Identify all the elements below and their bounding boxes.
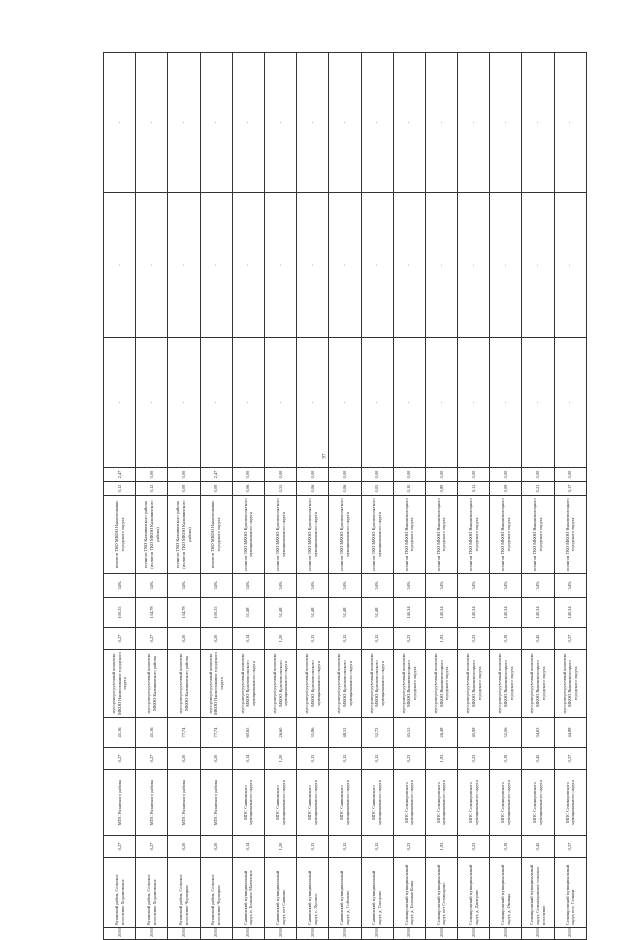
- cell-owner: МПС Селиваровского муниципального округа: [490, 770, 522, 836]
- cell-dist1: 0,06: [297, 482, 329, 496]
- cell-facility: мусороперегрузочный комплекс МКОО Наименование городского округа: [200, 650, 232, 718]
- cell-c1: -: [393, 193, 425, 338]
- cell-facility: мусороперегрузочный комплекс МКОО Краснопольского муниципального округа: [232, 650, 264, 718]
- cell-owner: МПС Селиваровского муниципального округа: [393, 770, 425, 836]
- cell-volume: 40,98: [458, 718, 490, 748]
- cell-year: 2030: [136, 928, 168, 940]
- cell-capacity: 140,34: [554, 598, 586, 628]
- cell-c2: -: [297, 53, 329, 193]
- cell-share: 54%: [232, 574, 264, 598]
- table-row: [264, 53, 296, 940]
- cell-location: Рязанский район, Сельское поселение Чернецкое: [200, 858, 232, 928]
- cell-location: Саввинский муниципальный округ, д. Топорово: [361, 858, 393, 928]
- cell-share: 34%: [168, 574, 200, 598]
- cell-destination: полигон ТКО Калининского района (полигон ТКО МКОО Калининского района): [168, 496, 200, 574]
- cell-volume: 52,06: [490, 718, 522, 748]
- cell-c2: -: [200, 53, 232, 193]
- cell-share: 54%: [361, 574, 393, 598]
- table-row: [361, 53, 393, 940]
- cell-owner: МПС Рязанского района: [104, 770, 136, 836]
- cell-year: 2030: [522, 928, 554, 940]
- cell-capacity: 140,34: [490, 598, 522, 628]
- cell-dist1: 0,89: [425, 482, 457, 496]
- cell-capacity: 140,34: [522, 598, 554, 628]
- cell-year: 2030: [393, 928, 425, 940]
- cell-c2: -: [425, 53, 457, 193]
- cell-facility: мусороперегрузочный комплекс МКОО Вышневолоцкого городского округа: [522, 650, 554, 718]
- cell-year: 2030: [232, 928, 264, 940]
- cell-volume: 26,48: [425, 718, 457, 748]
- cell-dist2: 0,00: [425, 468, 457, 482]
- cell-c1: -: [104, 193, 136, 338]
- cell-share: 34%: [136, 574, 168, 598]
- cell-c1: -: [200, 193, 232, 338]
- cell-location: Селиваровский муниципальный округ, пгт Селижарово: [425, 858, 457, 928]
- cell-dist1: 0,12: [136, 482, 168, 496]
- cell-dist2: 0,00: [232, 468, 264, 482]
- cell-owner-area: 0,12: [329, 748, 361, 770]
- cell-c2: -: [554, 53, 586, 193]
- cell-facility: мусороперегрузочный комплекс МКОО Вышневолоцкого городского округа: [393, 650, 425, 718]
- table-row: [168, 53, 200, 940]
- cell-c2: -: [264, 53, 296, 193]
- cell-owner-area: 1,93: [425, 748, 457, 770]
- table-row: [522, 53, 554, 940]
- cell-dist1: 0,21: [522, 482, 554, 496]
- cell-note: -: [393, 338, 425, 468]
- cell-note: -: [200, 338, 232, 468]
- cell-note: -: [297, 338, 329, 468]
- cell-c1: -: [490, 193, 522, 338]
- cell-c2: -: [490, 53, 522, 193]
- cell-owner-area: 0,37: [554, 748, 586, 770]
- cell-year: 2030: [490, 928, 522, 940]
- cell-dist2: 0,00: [522, 468, 554, 482]
- cell-owner: МПС Саввинского муниципального округа: [232, 770, 264, 836]
- cell-facility: мусороперегрузочный комплекс МКОО Вышневолоцкого городского округа: [490, 650, 522, 718]
- cell-dist1: 0,12: [104, 482, 136, 496]
- cell-owner: МПС Саввинского муниципального округа: [361, 770, 393, 836]
- cell-volume: 60,65: [232, 718, 264, 748]
- cell-owner-area: 0,45: [522, 748, 554, 770]
- cell-dist1: 0,09: [490, 482, 522, 496]
- cell-c1: -: [522, 193, 554, 338]
- cell-dist2: 0,00: [329, 468, 361, 482]
- cell-dist2: 0,00: [264, 468, 296, 482]
- table-row: [329, 53, 361, 940]
- cell-location: Саввинский муниципальный округ, пгт Саввино: [264, 858, 296, 928]
- cell-area: 1,20: [264, 836, 296, 858]
- cell-destination: полигон ТКО МКОО Краснопольского муниципального округа: [264, 496, 296, 574]
- cell-location: Селиваровский муниципальный округ, Селижаровское сельское поселение: [522, 858, 554, 928]
- cell-volume: 32,72: [361, 718, 393, 748]
- cell-facility-area: 0,19: [490, 628, 522, 650]
- cell-facility: мусороперегрузочный комплекс МКОО Вышневолоцкого городского округа: [425, 650, 457, 718]
- cell-c1: -: [168, 193, 200, 338]
- cell-area: 0,45: [522, 836, 554, 858]
- cell-location: Селиваровский муниципальный округ, д. Дмитрово: [458, 858, 490, 928]
- cell-destination: полигон ТКО МКОО Вышневолоцкого городского округа: [425, 496, 457, 574]
- cell-dist2: 2,47: [104, 468, 136, 482]
- cell-dist2: 0,00: [554, 468, 586, 482]
- cell-dist2: 0,00: [168, 468, 200, 482]
- cell-note: -: [329, 338, 361, 468]
- cell-facility-area: 0,12: [329, 628, 361, 650]
- cell-share: 54%: [458, 574, 490, 598]
- cell-destination: полигон ТКО МКОО Краснопольского муниципального округа: [232, 496, 264, 574]
- cell-destination: полигон ТКО МКОО Наименование городского округа: [200, 496, 232, 574]
- cell-facility: мусороперегрузочный комплекс МКОО Краснопольского муниципального округа: [297, 650, 329, 718]
- cell-owner: МПС Саввинского муниципального округа: [297, 770, 329, 836]
- cell-facility-area: 0,20: [168, 628, 200, 650]
- cell-year: 2030: [168, 928, 200, 940]
- cell-capacity: 134,78: [168, 598, 200, 628]
- cell-c2: -: [232, 53, 264, 193]
- cell-note: -: [458, 338, 490, 468]
- cell-volume: 48,52: [329, 718, 361, 748]
- cell-destination: полигон ТКО МКОО Наименование городского округа: [104, 496, 136, 574]
- cell-volume: 35,86: [297, 718, 329, 748]
- cell-owner-area: 0,14: [232, 748, 264, 770]
- cell-owner: МПС Рязанского района: [136, 770, 168, 836]
- cell-owner-area: 0,12: [361, 748, 393, 770]
- cell-capacity: 140,34: [393, 598, 425, 628]
- cell-note: -: [361, 338, 393, 468]
- cell-area: 0,12: [329, 836, 361, 858]
- cell-c2: -: [168, 53, 200, 193]
- cell-capacity: 51,48: [329, 598, 361, 628]
- cell-facility: мусороперегрузочный комплекс МКОО Калининского района: [168, 650, 200, 718]
- cell-facility-area: 0,23: [458, 628, 490, 650]
- cell-dist1: 0,09: [200, 482, 232, 496]
- cell-dist2: 2,47: [200, 468, 232, 482]
- cell-location: Рязанский район, Сельское поселение Хорошовское: [104, 858, 136, 928]
- table-row: [425, 53, 457, 940]
- cell-note: -: [554, 338, 586, 468]
- cell-area: 0,23: [393, 836, 425, 858]
- table-row: [200, 53, 232, 940]
- cell-owner: МПС Селиваровского муниципального округа: [458, 770, 490, 836]
- cell-area: 0,12: [361, 836, 393, 858]
- cell-capacity: 140,34: [425, 598, 457, 628]
- cell-area: 0,20: [200, 836, 232, 858]
- table-row: [554, 53, 586, 940]
- table-body: [104, 53, 587, 940]
- cell-facility-area: 1,20: [264, 628, 296, 650]
- cell-c1: -: [425, 193, 457, 338]
- cell-facility-area: 0,37: [554, 628, 586, 650]
- cell-dist1: 0,10: [393, 482, 425, 496]
- cell-year: 2030: [329, 928, 361, 940]
- cell-year: 2030: [361, 928, 393, 940]
- cell-dist1: 0,55: [264, 482, 296, 496]
- cell-note: -: [490, 338, 522, 468]
- cell-owner: МПС Саввинского муниципального округа: [264, 770, 296, 836]
- cell-area: 0,14: [232, 836, 264, 858]
- cell-dist2: 0,00: [361, 468, 393, 482]
- cell-area: 0,13: [297, 836, 329, 858]
- cell-c1: -: [297, 193, 329, 338]
- cell-capacity: 51,48: [361, 598, 393, 628]
- cell-facility-area: 0,45: [522, 628, 554, 650]
- waste-flow-table: [103, 52, 587, 940]
- cell-c2: -: [393, 53, 425, 193]
- cell-facility-area: 1,93: [425, 628, 457, 650]
- cell-year: 2030: [297, 928, 329, 940]
- cell-owner: МПС Саввинского муниципального округа: [329, 770, 361, 836]
- cell-owner: МПС Селиваровского муниципального округа: [425, 770, 457, 836]
- cell-capacity: 51,48: [297, 598, 329, 628]
- cell-destination: полигон ТКО МКОО Вышневолоцкого городского округа: [522, 496, 554, 574]
- table-row: [490, 53, 522, 940]
- cell-c2: -: [136, 53, 168, 193]
- cell-dist2: 0,00: [297, 468, 329, 482]
- cell-share: 54%: [329, 574, 361, 598]
- cell-capacity: 140,34: [458, 598, 490, 628]
- cell-dist1: 0,05: [361, 482, 393, 496]
- cell-dist2: 0,00: [458, 468, 490, 482]
- cell-share: 54%: [425, 574, 457, 598]
- cell-facility: мусороперегрузочный комплекс МКОО Калининского района: [136, 650, 168, 718]
- cell-dist1: 0,17: [554, 482, 586, 496]
- cell-owner-area: 0,23: [393, 748, 425, 770]
- cell-year: 2030: [458, 928, 490, 940]
- cell-destination: полигон ТКО МКОО Краснопольского муниципального округа: [329, 496, 361, 574]
- cell-dist1: 0,06: [329, 482, 361, 496]
- cell-destination: полигон ТКО МКОО Краснопольского муниципального округа: [361, 496, 393, 574]
- cell-facility-area: 0,14: [232, 628, 264, 650]
- cell-facility-area: 0,12: [361, 628, 393, 650]
- cell-volume: 45,16: [104, 718, 136, 748]
- cell-c2: -: [522, 53, 554, 193]
- cell-share: 54%: [522, 574, 554, 598]
- cell-location: Рязанский район, Сельское поселение Чернецкое: [168, 858, 200, 928]
- table-row: [458, 53, 490, 940]
- cell-owner-area: 0,27: [104, 748, 136, 770]
- cell-facility-area: 0,27: [136, 628, 168, 650]
- cell-volume: 34,63: [522, 718, 554, 748]
- cell-location: Селиваровский муниципальный округ, д. Большая Коша: [393, 858, 425, 928]
- page-number: 97: [322, 453, 328, 459]
- cell-facility: мусороперегрузочный комплекс МКОО Наименование городского округа: [104, 650, 136, 718]
- cell-note: -: [264, 338, 296, 468]
- cell-facility-area: 0,23: [393, 628, 425, 650]
- cell-c1: -: [458, 193, 490, 338]
- cell-area: 0,27: [104, 836, 136, 858]
- cell-note: -: [136, 338, 168, 468]
- cell-note: -: [522, 338, 554, 468]
- cell-capacity: 51,48: [264, 598, 296, 628]
- cell-location: Саввинский муниципальный округ, п. Большое Маленское: [232, 858, 264, 928]
- cell-c2: -: [361, 53, 393, 193]
- cell-location: Саввинский муниципальный округ, с. Луговое: [297, 858, 329, 928]
- cell-share: 54%: [297, 574, 329, 598]
- cell-capacity: 100,35: [104, 598, 136, 628]
- cell-share: 54%: [264, 574, 296, 598]
- table-row: [136, 53, 168, 940]
- cell-share: 34%: [104, 574, 136, 598]
- table-row: [232, 53, 264, 940]
- cell-note: -: [104, 338, 136, 468]
- cell-owner: МПС Селиваровского муниципального округа: [554, 770, 586, 836]
- cell-area: 0,27: [136, 836, 168, 858]
- cell-destination: полигон ТКО МКОО Вышневолоцкого городского округа: [554, 496, 586, 574]
- cell-c1: -: [264, 193, 296, 338]
- cell-location: Рязанский район, Сельское поселение Хорошовское: [136, 858, 168, 928]
- cell-c2: -: [458, 53, 490, 193]
- cell-owner-area: 0,20: [200, 748, 232, 770]
- cell-c2: -: [329, 53, 361, 193]
- cell-facility: мусороперегрузочный комплекс МКОО Краснопольского муниципального округа: [329, 650, 361, 718]
- cell-c1: -: [329, 193, 361, 338]
- cell-dist2: 0,00: [136, 468, 168, 482]
- cell-dist2: 0,00: [490, 468, 522, 482]
- table-row: [297, 53, 329, 940]
- cell-area: 0,19: [490, 836, 522, 858]
- cell-owner-area: 0,13: [297, 748, 329, 770]
- cell-volume: 77,74: [168, 718, 200, 748]
- cell-destination: полигон ТКО МКОО Вышневолоцкого городского округа: [490, 496, 522, 574]
- cell-owner: МПС Селиваровского муниципального округа: [522, 770, 554, 836]
- cell-dist2: 0,00: [393, 468, 425, 482]
- cell-share: 34%: [200, 574, 232, 598]
- cell-dist1: 0,09: [168, 482, 200, 496]
- cell-area: 0,23: [458, 836, 490, 858]
- table-row: [393, 53, 425, 940]
- cell-volume: 45,16: [136, 718, 168, 748]
- cell-destination: полигон ТКО МКОО Вышневолоцкого городского округа: [458, 496, 490, 574]
- table-row: [104, 53, 136, 940]
- cell-volume: 44,88: [554, 718, 586, 748]
- cell-year: 2030: [104, 928, 136, 940]
- cell-share: 54%: [490, 574, 522, 598]
- cell-share: 54%: [393, 574, 425, 598]
- cell-c1: -: [554, 193, 586, 338]
- cell-facility-area: 0,20: [200, 628, 232, 650]
- cell-location: Селиваровский муниципальный округ, пос. Селище: [554, 858, 586, 928]
- cell-location: Саввинский муниципальный округ, д. Соболево: [329, 858, 361, 928]
- cell-area: 0,37: [554, 836, 586, 858]
- cell-dist1: 0,06: [232, 482, 264, 496]
- cell-capacity: 100,35: [200, 598, 232, 628]
- cell-year: 2030: [554, 928, 586, 940]
- cell-year: 2030: [425, 928, 457, 940]
- cell-volume: 77,74: [200, 718, 232, 748]
- cell-owner-area: 1,20: [264, 748, 296, 770]
- cell-owner-area: 0,20: [168, 748, 200, 770]
- cell-facility-area: 0,13: [297, 628, 329, 650]
- cell-destination: полигон ТКО Калининского района (полигон ТКО МКОО Калининского района): [136, 496, 168, 574]
- cell-capacity: 134,78: [136, 598, 168, 628]
- cell-volume: 45,55: [393, 718, 425, 748]
- cell-area: 0,20: [168, 836, 200, 858]
- cell-owner-area: 0,19: [490, 748, 522, 770]
- cell-c1: -: [136, 193, 168, 338]
- cell-facility-area: 0,27: [104, 628, 136, 650]
- cell-facility: мусороперегрузочный комплекс МКОО Краснопольского муниципального округа: [264, 650, 296, 718]
- cell-note: -: [425, 338, 457, 468]
- cell-location: Селиваровский муниципальный округ, д. Оковцы: [490, 858, 522, 928]
- cell-capacity: 51,48: [232, 598, 264, 628]
- cell-owner: МПС Рязанского района: [200, 770, 232, 836]
- cell-year: 2030: [264, 928, 296, 940]
- cell-note: -: [232, 338, 264, 468]
- cell-volume: 26,60: [264, 718, 296, 748]
- cell-facility: мусороперегрузочный комплекс МКОО Краснопольского муниципального округа: [361, 650, 393, 718]
- cell-year: 2030: [200, 928, 232, 940]
- cell-share: 54%: [554, 574, 586, 598]
- cell-note: -: [168, 338, 200, 468]
- cell-destination: полигон ТКО МКОО Вышневолоцкого городского округа: [393, 496, 425, 574]
- cell-facility: мусороперегрузочный комплекс МКОО Вышневолоцкого городского округа: [458, 650, 490, 718]
- cell-dist1: 0,11: [458, 482, 490, 496]
- cell-destination: полигон ТКО МКОО Краснопольского муниципального округа: [297, 496, 329, 574]
- cell-c2: -: [104, 53, 136, 193]
- cell-owner-area: 0,27: [136, 748, 168, 770]
- cell-owner: МПС Рязанского района: [168, 770, 200, 836]
- cell-owner-area: 0,23: [458, 748, 490, 770]
- rotated-table-page: [103, 53, 587, 940]
- cell-facility: мусороперегрузочный комплекс МКОО Вышневолоцкого городского округа: [554, 650, 586, 718]
- cell-c1: -: [361, 193, 393, 338]
- cell-c1: -: [232, 193, 264, 338]
- cell-area: 1,93: [425, 836, 457, 858]
